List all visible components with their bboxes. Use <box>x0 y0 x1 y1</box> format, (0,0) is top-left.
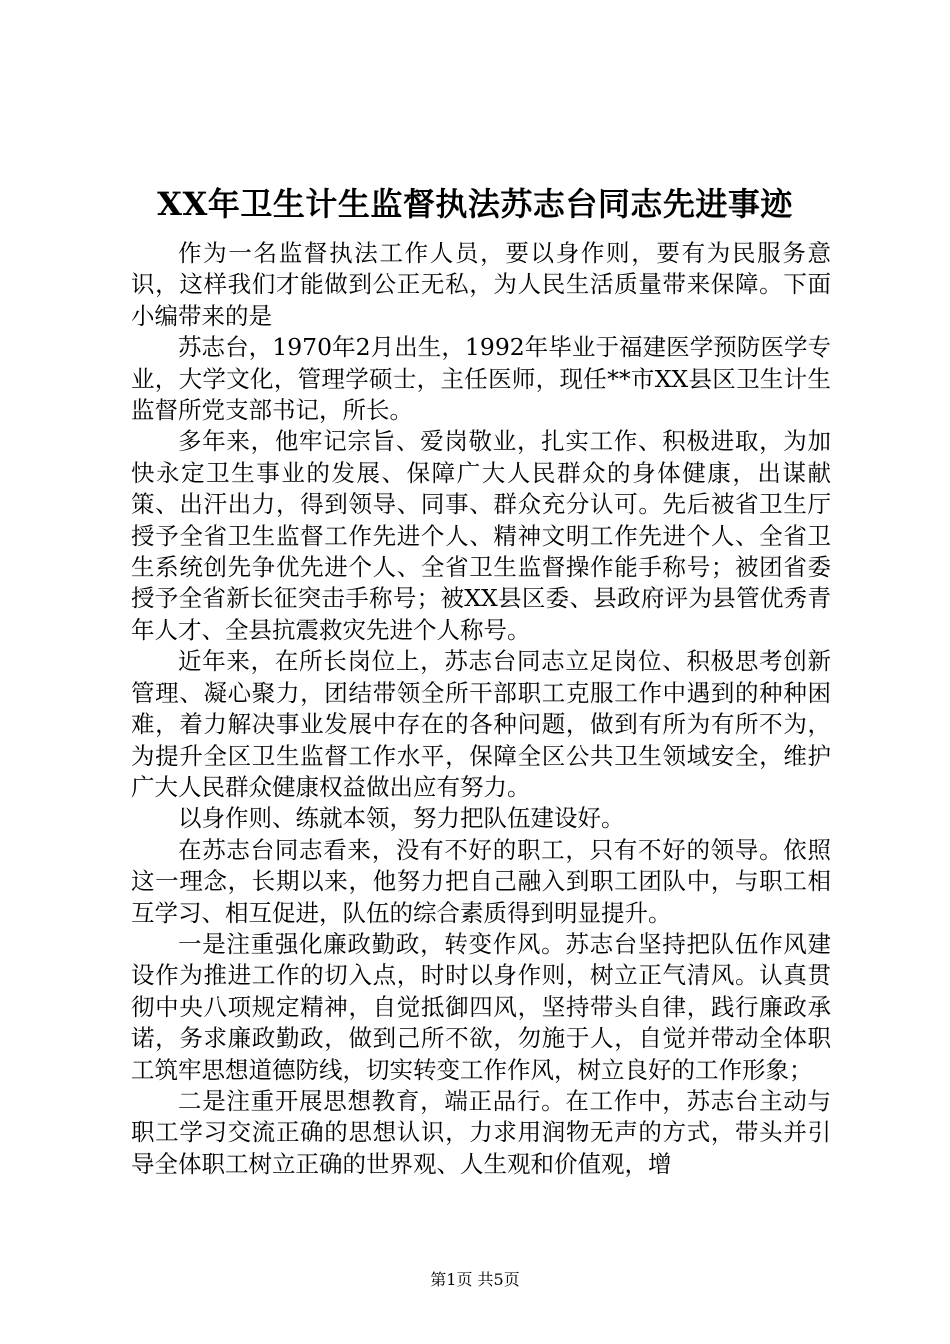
paragraph-recent-work: 近年来，在所长岗位上，苏志台同志立足岗位、积极思考创新管理、凝心聚力，团结带领全所干部职工克服工作中遇到的种种困难，着力解决事业发展中存在的各种问题，做到有所为有所不为，为提升全区卫生监督工作水平，保障全区公共卫生领域安全，维护广大人民群众健康权益做出应有努力。 <box>131 647 831 801</box>
paragraph-section-heading: 以身作则、练就本领，努力把队伍建设好。 <box>178 804 625 833</box>
document-body <box>131 238 831 1180</box>
page-number-footer: 第1页 共5页 <box>430 1270 520 1289</box>
paragraph-biography: 苏志台，1970年2月出生，1992年毕业于福建医学预防医学专业，大学文化，管理学硕士，主任医师，现任**市XX县区卫生计生监督所党支部书记，所长。 <box>131 333 831 425</box>
paragraph-achievements: 多年来，他牢记宗旨、爱岗敬业，扎实工作、积极进取，为加快永定卫生事业的发展、保障广大人民群众的身体健康，出谋献策、出汗出力，得到领导、同事、群众充分认可。先后被省卫生厅授予全省卫生监督工作先进个人、精神文明工作先进个人、全省卫生系统创先争优先进个人、全省卫生监督操作能手称号；被团省委授予全省新长征突击手称号；被XX县区委、县政府评为县管优秀青年人才、全县抗震救灾先进个人称号。 <box>131 427 831 644</box>
paragraph-point-two: 二是注重开展思想教育，端正品行。在工作中，苏志台主动与职工学习交流正确的思想认识，力求用润物无声的方式，带头并引导全体职工树立正确的世界观、人生观和价值观，增 <box>131 1086 831 1178</box>
paragraph-point-one: 一是注重强化廉政勤政，转变作风。苏志台坚持把队伍作风建设作为推进工作的切入点，时时以身作则，树立正气清风。认真贯彻中央八项规定精神，自觉抵御四风，坚持带头自律，践行廉政承诺，务求廉政勤政，做到己所不欲，勿施于人，自觉并带动全体职工筑牢思想道德防线，切实转变工作作风，树立良好的工作形象； <box>131 929 831 1084</box>
paragraph-team-philosophy: 在苏志台同志看来，没有不好的职工，只有不好的领导。依照这一理念，长期以来，他努力把自己融入到职工团队中，与职工相互学习、相互促进，队伍的综合素质得到明显提升。 <box>131 835 831 927</box>
document-title: XX年卫生计生监督执法苏志台同志先进事迹 <box>157 185 793 223</box>
paragraph-intro: 作为一名监督执法工作人员，要以身作则，要有为民服务意识，这样我们才能做到公正无私，为人民生活质量带来保障。下面小编带来的是 <box>131 239 831 330</box>
